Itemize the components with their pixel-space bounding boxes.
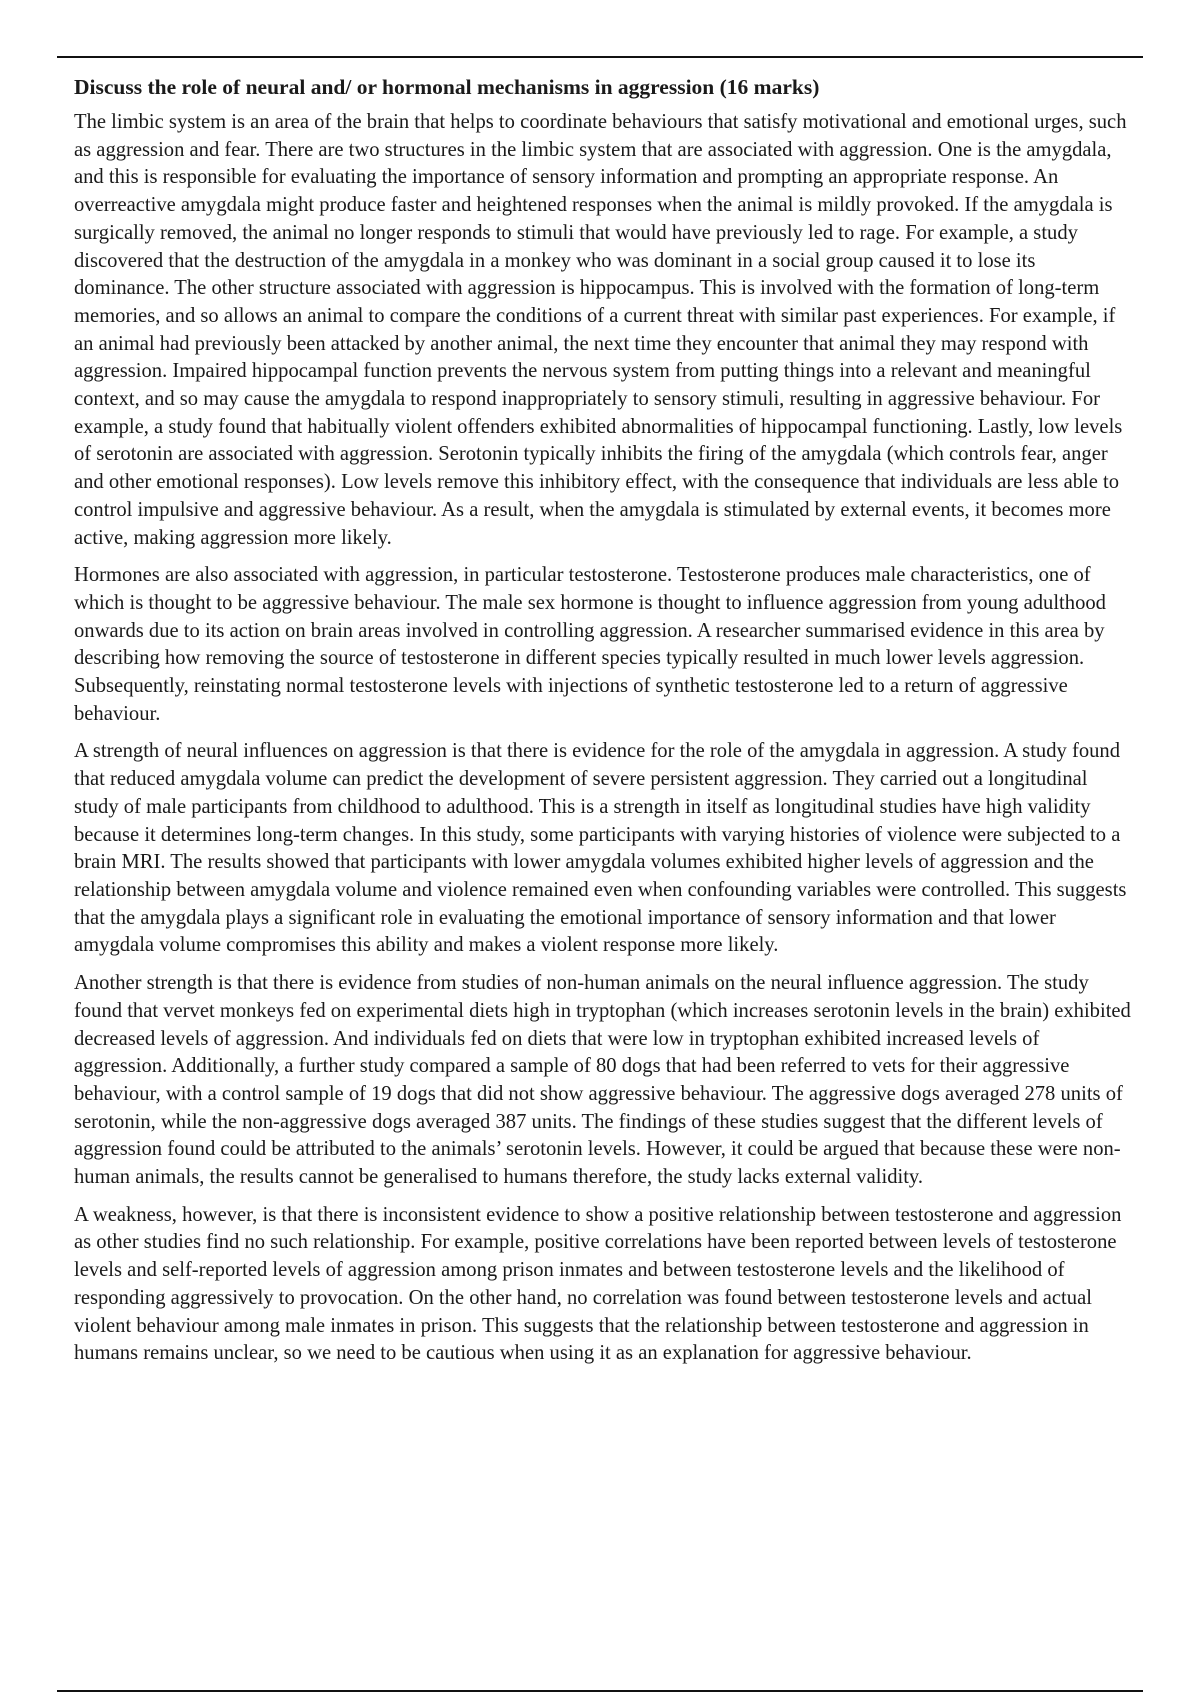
paragraph-testosterone-weakness: A weakness, however, is that there is inconsistent evidence to show a positive relationship between testosterone and aggression as other studies find no such relationship. For example, positive correlations have been reported between levels of testosterone levels and self-reported levels of aggression among prison inmates and between testosterone levels and the likelihood of responding aggressively to provocation. On the other hand, no correlation was found between testosterone levels and actual violent behaviour among male inmates in prison. This suggests that the relationship between testosterone and aggression in humans remains unclear, so we need to be cautious when using it as an explanation for aggressive behaviour.: [74, 1203, 1122, 1365]
paragraph-hormonal-mechanisms: Hormones are also associated with aggression, in particular testosterone. Testosterone produces male characteristics, one of which is thought to be aggressive behaviour. The male sex hormone is thought to influence aggression from young adulthood onwards due to its action on brain areas involved in controlling aggression. A researcher summarised evidence in this area by describing how removing the source of testosterone in different species typically resulted in much lower levels aggression. Subsequently, reinstating normal testosterone levels with injections of synthetic testosterone led to a return of aggressive behaviour.: [74, 564, 1106, 725]
bottom-divider: [57, 1690, 1143, 1692]
paragraph-amygdala-strength: A strength of neural influences on aggression is that there is evidence for the role of the amygdala in aggression. A study found that reduced amygdala volume can predict the development of severe persistent aggression. They carried out a longitudinal study of male participants from childhood to adulthood. This is a strength in itself as longitudinal studies have high validity because it determines long-term changes. In this study, some participants with varying histories of violence were subjected to a brain MRI. The results showed that participants with lower amygdala volumes exhibited higher levels of aggression and the relationship between amygdala volume and violence remained even when confounding variables were controlled. This suggests that the amygdala plays a significant role in evaluating the emotional importance of sensory information and that lower amygdala volume compromises this ability and makes a violent response more likely.: [74, 740, 1127, 957]
paragraph-neural-mechanisms: The limbic system is an area of the brain that helps to coordinate behaviours that satisfy motivational and emotional urges, such as aggression and fear. There are two structures in the limbic system that are associated with aggression. One is the amygdala, and this is responsible for evaluating the importance of sensory information and prompting an appropriate response. An overreactive amygdala might produce faster and heightened responses when the animal is mildly provoked. If the amygdala is surgically removed, the animal no longer responds to stimuli that would have previously led to rage. For example, a study discovered that the destruction of the amygdala in a monkey who was dominant in a social group caused it to lose its dominance. The other structure associated with aggression is hippocampus. This is involved with the formation of long-term memories, and so allows an animal to compare the conditions of a current threat with similar past experiences. For example, if an animal had previously been attacked by another animal, the next time they encounter that animal they may respond with aggression. Impaired hippocampal function prevents the nervous system from putting things into a relevant and meaningful context, and so may cause the amygdala to respond inappropriately to sensory stimuli, resulting in aggressive behaviour. For example, a study found that habitually violent offenders exhibited abnormalities of hippocampal functioning. Lastly, low levels of serotonin are associated with aggression. Serotonin typically inhibits the firing of the amygdala (which controls fear, anger and other emotional responses). Low levels remove this inhibitory effect, with the consequence that individuals are less able to control impulsive and aggressive behaviour. As a result, when the amygdala is stimulated by external events, it becomes more active, making aggression more likely.: [74, 111, 1127, 549]
document-body: [74, 72, 1136, 1378]
top-divider: [57, 56, 1143, 58]
paragraph-animal-studies-strength: Another strength is that there is evidence from studies of non-human animals on the neural influence aggression. The study found that vervet monkeys fed on experimental diets high in tryptophan (which increases serotonin levels in the brain) exhibited decreased levels of aggression. And individuals fed on diets that were low in tryptophan exhibited increased levels of aggression. Additionally, a further study compared a sample of 80 dogs that had been referred to vets for their aggressive behaviour, with a control sample of 19 dogs that did not show aggressive behaviour. The aggressive dogs averaged 278 units of serotonin, while the non-aggressive dogs averaged 387 units. The findings of these studies suggest that the different levels of aggression found could be attributed to the animals’ serotonin levels. However, it could be argued that because these were non-human animals, the results cannot be generalised to humans therefore, the study lacks external validity.: [74, 972, 1131, 1189]
essay-title: Discuss the role of neural and/ or hormonal mechanisms in aggression (16 marks): [74, 75, 820, 99]
